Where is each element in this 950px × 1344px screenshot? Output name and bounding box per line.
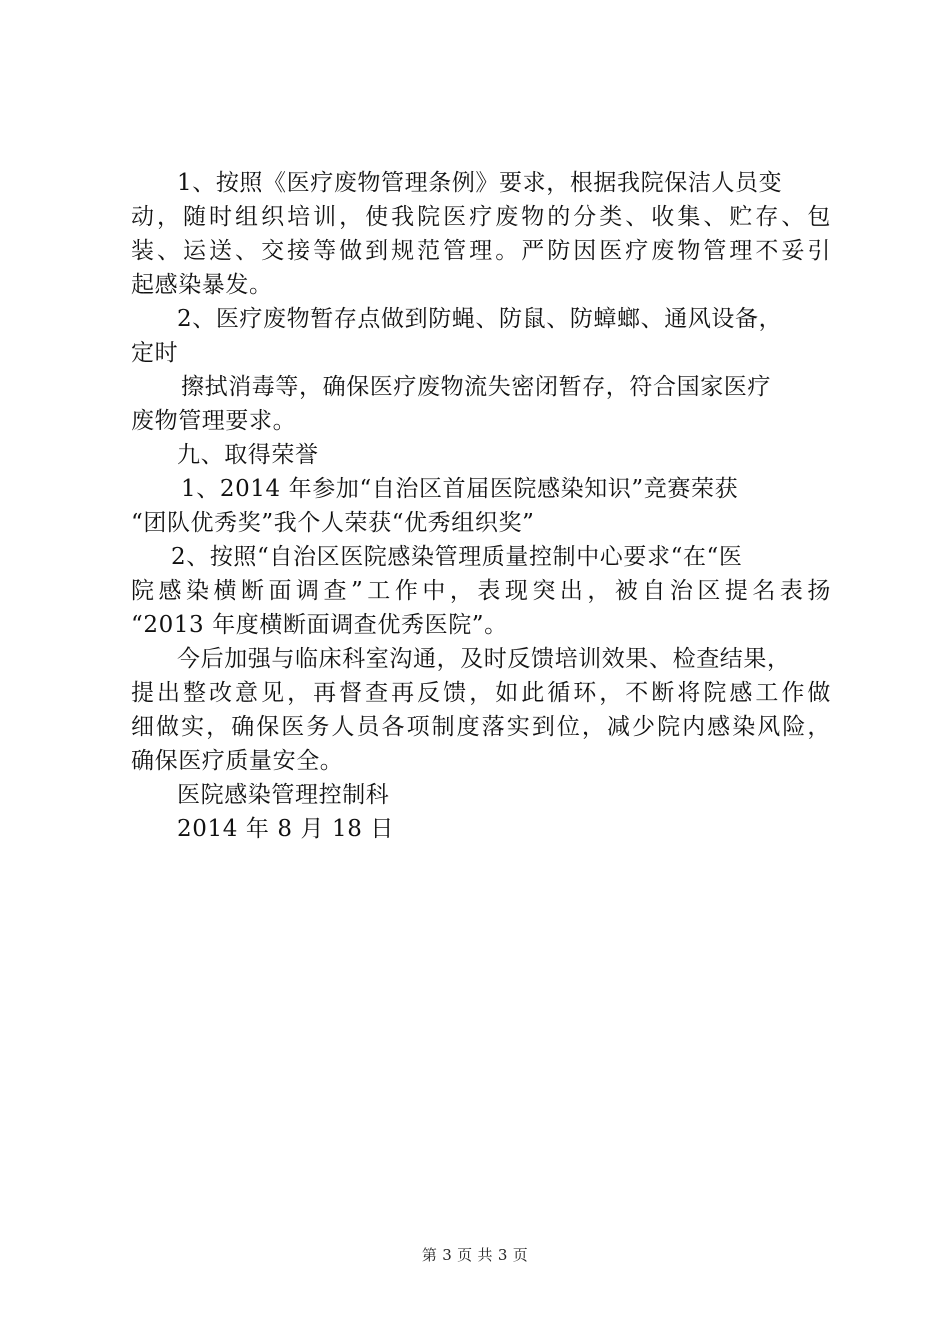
paragraph-line: 2、按照“自治区医院感染管理质量控制中心要求“在“医 (171, 544, 743, 570)
paragraph-line: 提出整改意见，再督查再反馈，如此循环，不断将院感工作做 (131, 680, 831, 706)
paragraph-line: 装、运送、交接等做到规范管理。严防因医疗废物管理不妥引 (131, 238, 831, 264)
signature-department: 医院感染管理控制科 (177, 782, 390, 808)
paragraph-line: 动，随时组织培训，使我院医疗废物的分类、收集、贮存、包 (131, 204, 831, 230)
paragraph-line: “2013 年度横断面调查优秀医院”。 (131, 612, 508, 638)
paragraph-line: 2、医疗废物暂存点做到防蝇、防鼠、防蟑螂、通风设备， (177, 306, 783, 332)
signature-date: 2014 年 8 月 18 日 (177, 816, 394, 842)
paragraph-line: 确保医疗质量安全。 (131, 748, 344, 774)
paragraph-line: 擦拭消毒等，确保医疗废物流失密闭暂存，符合国家医疗 (181, 374, 771, 400)
paragraph-line: 1、2014 年参加“自治区首届医院感染知识”竞赛荣获 (181, 476, 739, 502)
paragraph-line: 1、按照《医疗废物管理条例》要求，根据我院保洁人员变 (177, 170, 783, 196)
paragraph-line: “团队优秀奖”我个人荣获“优秀组织奖” (131, 510, 535, 536)
paragraph-line: 定时 (131, 340, 179, 366)
paragraph-line: 细做实，确保医务人员各项制度落实到位，减少院内感染风险， (131, 714, 831, 740)
page-number-label: 第 3 页 共 3 页 (421, 1246, 529, 1264)
paragraph-line: 废物管理要求。 (131, 408, 297, 434)
page-footer (0, 1244, 950, 1265)
paragraph-line: 今后加强与临床科室沟通，及时反馈培训效果、检查结果， (177, 646, 791, 672)
paragraph-line: 起感染暴发。 (131, 272, 273, 298)
section-heading: 九、取得荣誉 (177, 442, 319, 468)
document-body (131, 166, 831, 846)
paragraph-line: 院感染横断面调查”工作中，表现突出，被自治区提名表扬 (131, 578, 831, 604)
